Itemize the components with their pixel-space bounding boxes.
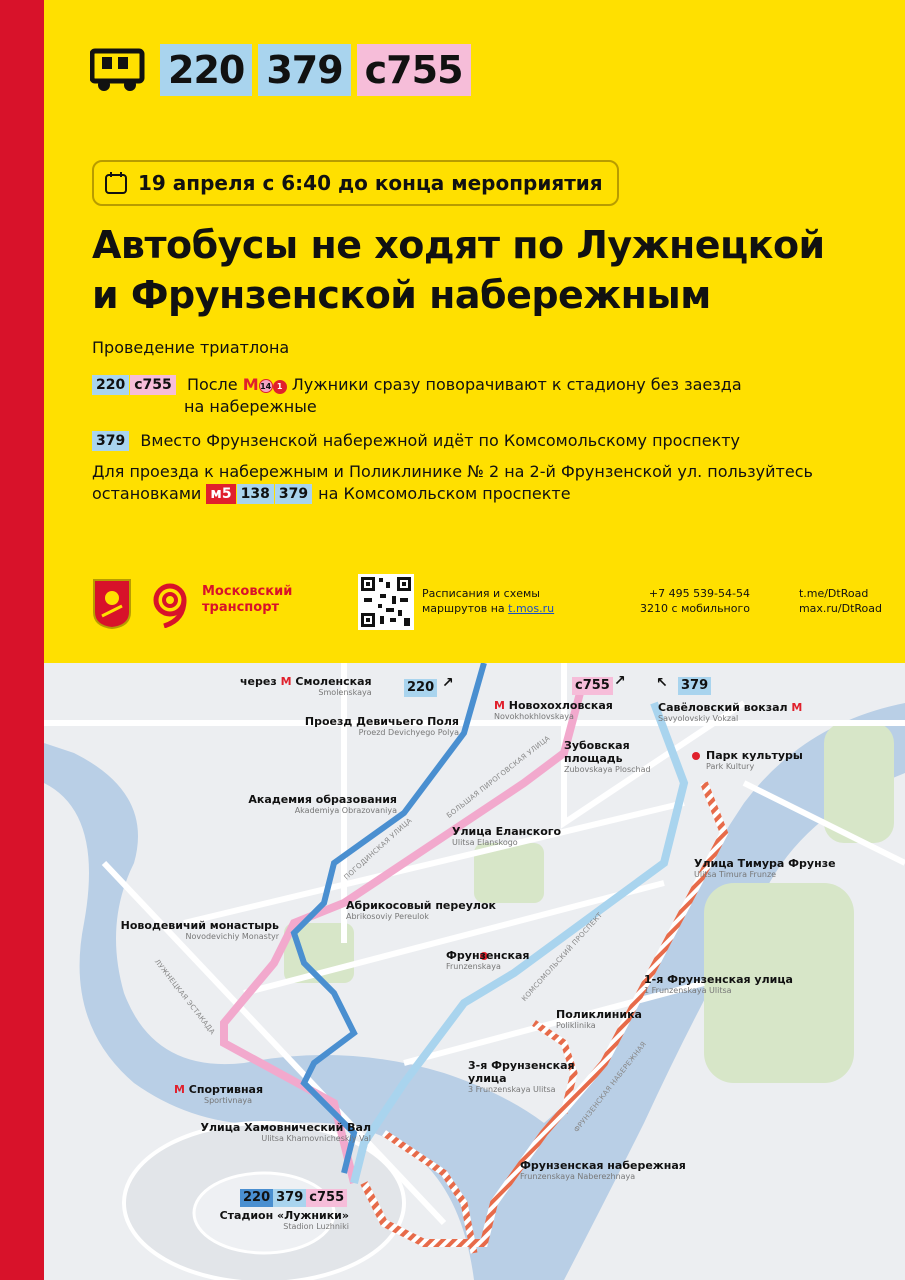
line-1-icon: 1 (273, 380, 287, 394)
label-frunzenskaya (446, 949, 529, 972)
chip-379: 379 (92, 431, 129, 451)
arrow-upright-icon: ↗ (442, 675, 454, 691)
chip-138: 138 (237, 484, 274, 504)
note1-text-b: Лужники сразу поворачивают к стадиону без заезда (291, 375, 742, 394)
notice-header (44, 0, 905, 663)
proezd-lat: Proezd Devichyego Polya (358, 728, 459, 737)
via-prefix: через (240, 675, 277, 688)
qr-code[interactable] (358, 574, 414, 630)
smolenskaya-name: Смоленская (295, 675, 372, 688)
page-title (92, 220, 892, 320)
map-chip-220-luzh: 220 (240, 1189, 273, 1207)
note-379 (92, 430, 740, 452)
street-luzhnetskaya: ЛУЖНЕЦКАЯ ЭСТАКАДА (152, 957, 217, 1037)
frunznab-name: Фрунзенская набережная (520, 1159, 686, 1172)
akad-lat: Akademiya Obrazovaniya (294, 806, 397, 815)
tmos-link[interactable]: t.mos.ru (508, 602, 555, 615)
luzhniki-route-chips (240, 1186, 347, 1207)
note1-text-a: После (186, 375, 238, 394)
label-khamovnicheskiy (201, 1121, 371, 1144)
novodev-lat: Novodevichiy Monastyr (185, 932, 279, 941)
map-chip-c755-top: с755 (572, 677, 613, 695)
bus-icon (90, 45, 146, 95)
label-zubovskaya (564, 739, 651, 775)
metro-icon: M (174, 1083, 185, 1096)
telegram-link[interactable]: t.me/DtRoad (798, 587, 869, 600)
zubov-name-2: площадь (564, 752, 623, 765)
metro-icon: M (280, 675, 292, 688)
label-sportivnaya (174, 1083, 263, 1106)
street-pogodinskaya: ПОГОДИНСКАЯ УЛИЦА (342, 816, 414, 882)
sport-lat: Sportivnaya (204, 1096, 253, 1105)
metro-icon: M (791, 701, 803, 714)
street-pirogovskaya: БОЛЬШАЯ ПИРОГОВСКАЯ УЛИЦА (445, 734, 552, 820)
label-abrikosoviy (346, 899, 496, 922)
note3-text-b: остановками (92, 484, 202, 503)
date-pill (92, 160, 619, 206)
polik-name: Поликлиника (556, 1008, 642, 1021)
frunz3-name-1: 3-я Фрунзенская (468, 1059, 575, 1072)
savel-name: Савёловский вокзал (658, 701, 788, 714)
zubov-lat: Zubovskaya Ploschad (564, 765, 651, 774)
luzh-lat: Stadion Luzhniki (283, 1222, 349, 1231)
frunz1-name: 1-я Фрунзенская улица (644, 973, 793, 986)
elansk-lat: Ulitsa Elanskogo (452, 838, 518, 847)
khamov-lat: Ulitsa Khamovnicheskiy Val (261, 1134, 371, 1143)
chip-m5: м5 (206, 484, 235, 504)
park-name: Парк культуры (706, 749, 803, 762)
note1-text-c: на набережные (184, 397, 317, 416)
metro-icon: M (494, 699, 505, 712)
map-chip-c755-luzh: с755 (306, 1189, 347, 1207)
label-park-kultury (706, 749, 803, 772)
label-savyolovskiy (658, 701, 802, 724)
novokhokh-name: Новохохловская (508, 699, 613, 712)
affected-routes (90, 44, 471, 96)
street-komsomolskiy: КОМСОМОЛЬСКИЙ ПРОСПЕКТ (520, 911, 605, 1003)
label-elanskogo (452, 825, 561, 848)
luzh-name: Стадион «Лужники» (219, 1209, 349, 1222)
note2-text: Вместо Фрунзенской набережной идёт по Комсомольскому проспекту (140, 431, 741, 450)
brand-text (202, 584, 292, 616)
chip-379b: 379 (275, 484, 312, 504)
abrik-lat: Abrikosoviy Pereulok (346, 912, 429, 921)
label-akademiya (248, 793, 397, 816)
route-badge-c755: с755 (357, 44, 471, 96)
frunz3-name-2: улица (468, 1072, 507, 1085)
brand-line-1: Московский (202, 584, 293, 599)
line-14-icon: 14 (259, 379, 273, 393)
note3-text-a: Для проезда к набережным и Поликлинике № 2 на 2-й Фрунзенской ул. пользуйтесь (92, 462, 813, 481)
moscow-coat-of-arms-icon (92, 578, 132, 630)
title-line-1: Автобусы не ходят по Лужнецкой (92, 223, 825, 267)
arrow-upleft-icon: ↖ (656, 675, 668, 691)
label-timura-frunze (694, 857, 836, 880)
route-badge-220: 220 (160, 44, 252, 96)
label-1-frunzenskaya (644, 973, 793, 996)
phone-number[interactable]: +7 495 539-54-54 (648, 587, 750, 600)
khamov-name: Улица Хамовнический Вал (200, 1121, 371, 1134)
label-via-smolenskaya (240, 675, 372, 698)
novodev-name: Новодевичий монастырь (120, 919, 279, 932)
label-poliklinika (556, 1008, 642, 1031)
sport-name: Спортивная (188, 1083, 264, 1096)
proezd-name: Проезд Девичьего Поля (304, 715, 459, 728)
note3-text-c: на Комсомольском проспекте (318, 484, 571, 503)
timura-lat: Ulitsa Timura Frunze (694, 870, 777, 879)
label-3-frunzenskaya (468, 1059, 575, 1095)
frunz-lat: Frunzenskaya (446, 962, 501, 971)
title-line-2: и Фрунзенской набережным (92, 273, 711, 317)
street-frunzenskaya-nab: ФРУНЗЕНСКАЯ НАБЕРЕЖНАЯ (572, 1040, 649, 1134)
social-links (799, 586, 882, 616)
qr-caption (422, 586, 554, 616)
elansk-name: Улица Еланского (452, 825, 562, 838)
map-chip-379-luzh: 379 (273, 1189, 306, 1207)
akad-name: Академия образования (248, 793, 397, 806)
savel-lat: Savyolovskiy Vokzal (658, 714, 739, 723)
brand-line-2: транспорт (202, 600, 280, 615)
qr-caption-line-2: маршрутов на (422, 602, 505, 615)
arrow-upright-icon: ↗ (614, 673, 626, 689)
polik-lat: Poliklinika (556, 1021, 596, 1030)
timura-name: Улица Тимура Фрунзе (694, 857, 836, 870)
qr-caption-line-1: Расписания и схемы (422, 587, 540, 600)
map-chip-379-top: 379 (678, 677, 711, 695)
mobile-number: 3210 с мобильного (640, 602, 750, 615)
frunz3-lat: 3 Frunzenskaya Ulitsa (468, 1085, 556, 1094)
chip-c755: с755 (130, 375, 176, 395)
frunz-name: Фрунзенская (446, 949, 530, 962)
label-frunz-nab (520, 1159, 686, 1182)
note-stops (92, 461, 813, 505)
novokhokh-lat: Novokhokhlovskaya (494, 712, 574, 721)
frunz1-lat: 1 Frunzenskaya Ulitsa (644, 986, 732, 995)
moscow-transport-logo (148, 580, 196, 628)
frunznab-lat: Frunzenskaya Naberezhnaya (520, 1172, 636, 1181)
label-proezd (305, 715, 459, 738)
max-link[interactable]: max.ru/DtRoad (798, 602, 882, 615)
footer (92, 574, 892, 634)
chip-220: 220 (92, 375, 129, 395)
zubov-name-1: Зубовская (564, 739, 630, 752)
calendar-icon (104, 171, 128, 195)
map-chip-220-top: 220 (404, 679, 437, 697)
smolenskaya-lat: Smolenskaya (318, 688, 372, 697)
route-badge-379: 379 (258, 44, 350, 96)
park-lat: Park Kultury (706, 762, 755, 771)
label-novokhokhlovskaya (494, 699, 613, 722)
metro-icon: M (242, 375, 259, 394)
label-luzhniki (220, 1209, 349, 1232)
abrik-name: Абрикосовый переулок (346, 899, 496, 912)
note-220-c755 (92, 374, 742, 418)
route-map (44, 663, 905, 1280)
label-novodevichiy (121, 919, 279, 942)
phone-info (640, 586, 750, 616)
date-text: 19 апреля с 6:40 до конца мероприятия (138, 171, 603, 195)
subtitle: Проведение триатлона (92, 338, 290, 357)
left-red-stripe (0, 0, 44, 1280)
